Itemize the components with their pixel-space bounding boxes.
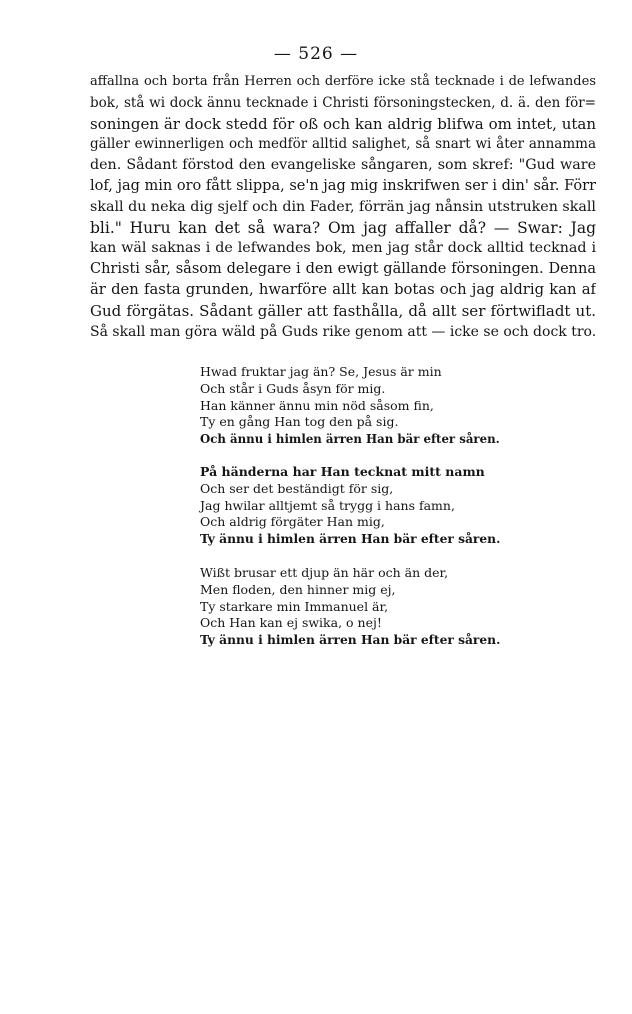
verse-line: Han känner ännu min nöd såsom fin,	[200, 397, 434, 413]
prose-line: bok, stå wi dock ännu tecknade i Christi försoningstecken, d. ä. den för=	[90, 94, 596, 111]
prose-line: affallna och borta från Herren och derföre icke stå tecknade i de lefwandes	[90, 74, 596, 89]
verse-line: Jag hwilar alltjemt så trygg i hans famn,	[200, 497, 455, 513]
verse-line: Wißt brusar ett djup än här och än der,	[200, 565, 449, 580]
prose-line: soningen är dock stedd för oß och kan aldrig blifwa om intet, utan	[90, 114, 596, 133]
hymn-stanza-2	[200, 464, 500, 548]
verse-line: Och ser det beständigt för sig,	[200, 480, 394, 496]
prose-line: Gud förgätas. Sådant gäller att fasthålla, då allt ser förtwifladt ut.	[90, 301, 596, 320]
prose-line: gäller ewinnerligen och medför alltid salighet, så snart wi åter annamma	[90, 136, 596, 153]
verse-line: På händerna har Han tecknat mitt namn	[200, 464, 485, 479]
prose-paragraph	[90, 72, 596, 342]
verse-line: Men floden, den hinner mig ej,	[200, 581, 396, 597]
verse-refrain: Ty ännu i himlen ärren Han bär efter såren.	[200, 632, 501, 648]
hymn-stanza-1	[200, 364, 500, 448]
verse-line: Och aldrig förgäter Han mig,	[200, 514, 385, 530]
verse-line: Och Han kan ej swika, o nej!	[200, 615, 382, 631]
hymn-stanza-3	[200, 565, 500, 649]
prose-line: lof, jag min oro fått slippa, se'n jag mig inskrifwen ser i din' sår. Förr	[90, 177, 596, 194]
verse-line: Ty starkare min Immanuel är,	[200, 598, 389, 614]
verse-line: Och står i Guds åsyn för mig.	[200, 380, 386, 396]
prose-line: Så skall man göra wäld på Guds rike genom att — icke se och dock tro.	[90, 323, 596, 340]
prose-line: är den fasta grunden, hwarföre allt kan botas och jag aldrig kan af	[90, 280, 596, 298]
verse-refrain: Och ännu i himlen ärren Han bär efter såren.	[200, 432, 500, 447]
prose-line: bli." Huru kan det så wara? Om jag affaller då? — Swar: Jag	[90, 218, 596, 237]
prose-line: Christi sår, såsom delegare i den ewigt gällande försoningen. Denna	[90, 261, 596, 278]
verse-line: Hwad fruktar jag än? Se, Jesus är min	[200, 364, 442, 379]
verse-line: Ty en gång Han tog den på sig.	[200, 414, 399, 430]
verse-refrain: Ty ännu i himlen ärren Han bär efter såren.	[200, 531, 501, 547]
prose-line: den. Sådant förstod den evangeliske sångaren, som skref: "Gud ware	[90, 157, 596, 174]
prose-line: skall du neka dig sjelf och din Fader, förrän jag nånsin utstruken skall	[90, 198, 596, 215]
prose-line: kan wäl saknas i de lefwandes bok, men jag står dock alltid tecknad i	[90, 240, 596, 257]
page-number: — 526 —	[273, 44, 359, 64]
